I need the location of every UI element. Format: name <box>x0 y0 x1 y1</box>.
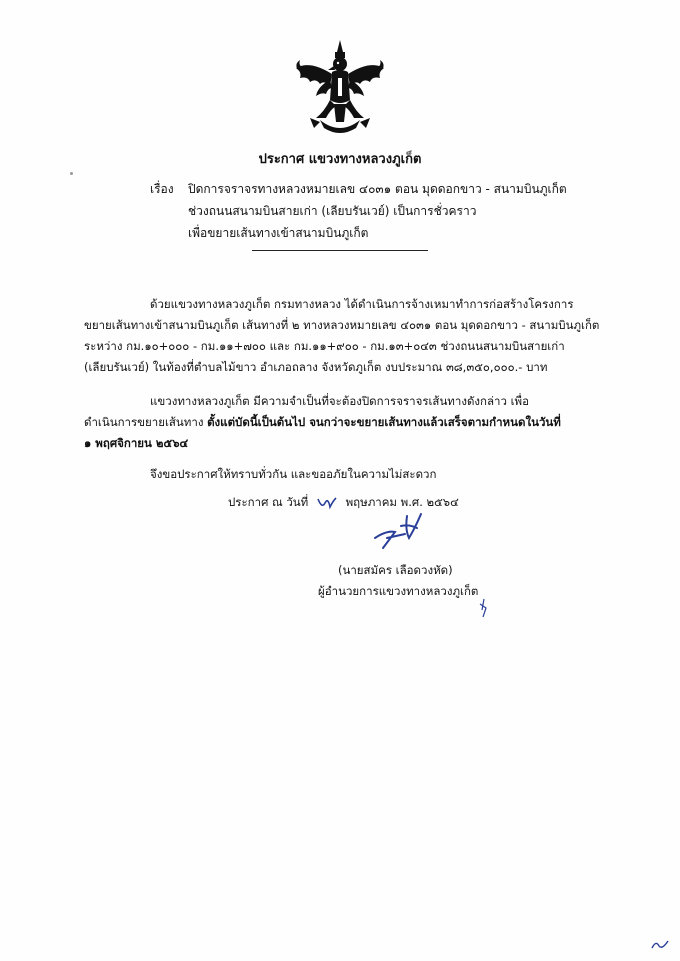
body-line: ด้วยแขวงทางหลวงภูเก็ต กรมทางหลวง ได้ดำเนินการจ้างเหมาทำการก่อสร้างโครงการ <box>150 297 574 311</box>
dateline-prefix: ประกาศ ณ วันที่ <box>228 495 309 509</box>
body-line: ระหว่าง กม.๑๐+๐๐๐ - กม.๑๑+๗๐๐ และ กม.๑๑+๙๐๐ - กม.๑๓+๐๔๓ ช่วงถนนสนามบินสายเก่า <box>84 339 565 353</box>
page-initial-mark <box>650 938 670 952</box>
body-line <box>84 414 561 432</box>
initial-mark <box>478 598 488 618</box>
subject-line: เพื่อขยายเส้นทางเข้าสนามบินภูเก็ต <box>188 226 369 240</box>
body-line: (เลียบรันเวย์) ในท้องที่ตำบลไม้ขาว อำเภอถลาง จังหวัดภูเก็ต งบประมาณ ๓๘,๓๕๐,๐๐๐.- บาท <box>84 360 548 374</box>
subject-line: ปิดการจราจรทางหลวงหมายเลข ๔๐๓๑ ตอน มุดดอกขาว - สนามบินภูเก็ต <box>188 182 567 196</box>
signatory-name: (นายสมัคร เลือดวงหัด) <box>338 563 453 577</box>
body-text: ดำเนินการขยายเส้นทาง <box>84 415 208 429</box>
handwritten-signature <box>365 508 435 553</box>
garuda-emblem-icon <box>290 38 390 138</box>
dateline-month-year: พฤษภาคม พ.ศ. ๒๕๖๔ <box>345 495 459 509</box>
subject-line: ช่วงถนนสนามบินสายเก่า (เลียบรันเวย์) เป็นการชั่วคราว <box>188 204 477 218</box>
closing-remark: จึงขอประกาศให้ทราบทั่วกัน และขออภัยในความไม่สะดวก <box>150 467 437 481</box>
closure-end-date: ๑ พฤศจิกายน ๒๕๖๔ <box>84 436 189 450</box>
body-line: ขยายเส้นทางเข้าสนามบินภูเก็ต เส้นทางที่ ๒ ทางหลวงหมายเลข ๔๐๓๑ ตอน มุดดอกขาว - สนามบินภูเก็ต <box>84 318 600 332</box>
closure-period-text: ตั้งแต่บัดนี้เป็นต้นไป จนกว่าจะขยายเส้นทางแล้วเสร็จตามกำหนดในวันที่ <box>207 415 561 429</box>
title-divider <box>252 250 428 251</box>
announcement-title: ประกาศ แขวงทางหลวงภูเก็ต <box>258 152 422 167</box>
body-line: แขวงทางหลวงภูเก็ต มีความจำเป็นที่จะต้องปิดการจราจรเส้นทางดังกล่าว เพื่อ <box>150 394 530 408</box>
handwritten-day-mark <box>316 495 338 511</box>
scan-speck <box>70 172 73 175</box>
subject-label: เรื่อง <box>150 182 174 196</box>
signatory-position: ผู้อำนวยการแขวงทางหลวงภูเก็ต <box>318 584 479 598</box>
